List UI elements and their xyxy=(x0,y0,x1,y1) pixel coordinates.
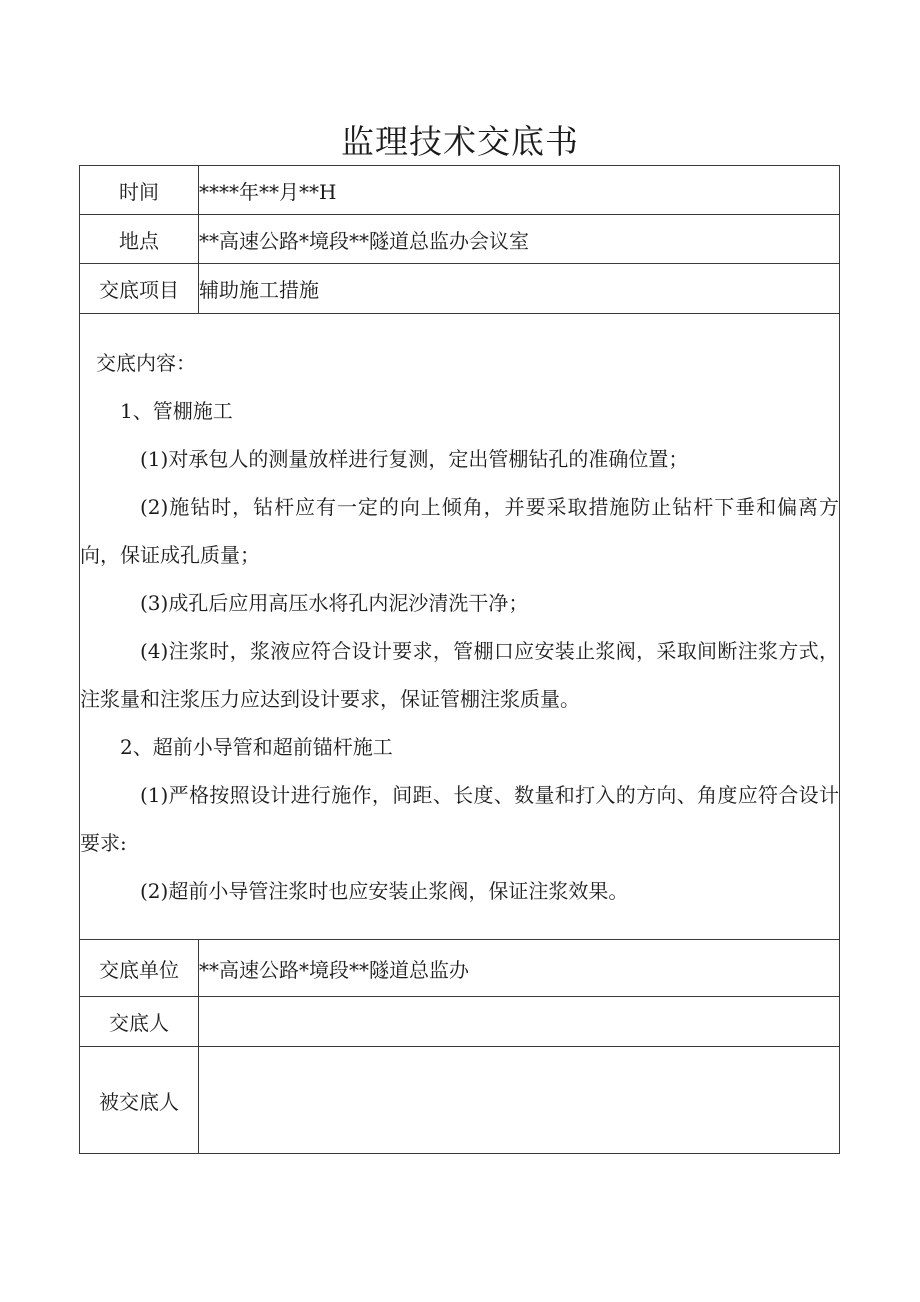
discloser-label: 交底人 xyxy=(80,997,199,1047)
content-item: (3)成孔后应用高压水将孔内泥沙清洗干净； xyxy=(140,590,529,615)
project-value: 辅助施工措施 xyxy=(199,264,840,314)
time-label: 时间 xyxy=(80,166,199,215)
time-value: ****年**月**H xyxy=(199,166,840,215)
content-item: (4)注浆时，浆液应符合设计要求，管棚口应安装止浆阀，采取间断注浆方式，注浆量和注浆压力应达到设计要求，保证管棚注浆质量。 xyxy=(80,638,839,711)
row-location xyxy=(80,215,840,264)
location-label: 地点 xyxy=(80,215,199,264)
row-time xyxy=(80,166,840,215)
section-heading-small-pipe: 2、超前小导管和超前锚杆施工 xyxy=(120,734,393,759)
row-unit xyxy=(80,940,840,997)
disclosure-form-table xyxy=(79,165,840,1154)
row-project xyxy=(80,264,840,314)
row-recipient xyxy=(80,1047,840,1154)
content-cell xyxy=(80,314,840,940)
row-content xyxy=(80,314,840,940)
location-value: **高速公路*境段**隧道总监办会议室 xyxy=(199,215,840,264)
recipient-label: 被交底人 xyxy=(80,1047,199,1154)
content-heading: 交底内容： xyxy=(96,350,196,375)
content-item: (2)超前小导管注浆时也应安装止浆阀，保证注浆效果。 xyxy=(140,878,629,903)
row-discloser xyxy=(80,997,840,1047)
project-label: 交底项目 xyxy=(80,264,199,314)
content-item: (2)施钻时，钻杆应有一定的向上倾角，并要采取措施防止钻杆下垂和偏离方向，保证成孔质量； xyxy=(80,494,839,567)
content-item: (1)严格按照设计进行施作，间距、长度、数量和打入的方向、角度应符合设计要求: xyxy=(80,782,839,855)
discloser-value xyxy=(199,997,840,1047)
recipient-value xyxy=(199,1047,840,1154)
document-title: 监理技术交底书 xyxy=(341,122,579,161)
content-item: (1)对承包人的测量放样进行复测，定出管棚钻孔的准确位置； xyxy=(140,446,689,471)
unit-label: 交底单位 xyxy=(80,940,199,997)
unit-value: **高速公路*境段**隧道总监办 xyxy=(199,940,840,997)
section-heading-pipe-roof: 1、管棚施工 xyxy=(120,398,233,423)
